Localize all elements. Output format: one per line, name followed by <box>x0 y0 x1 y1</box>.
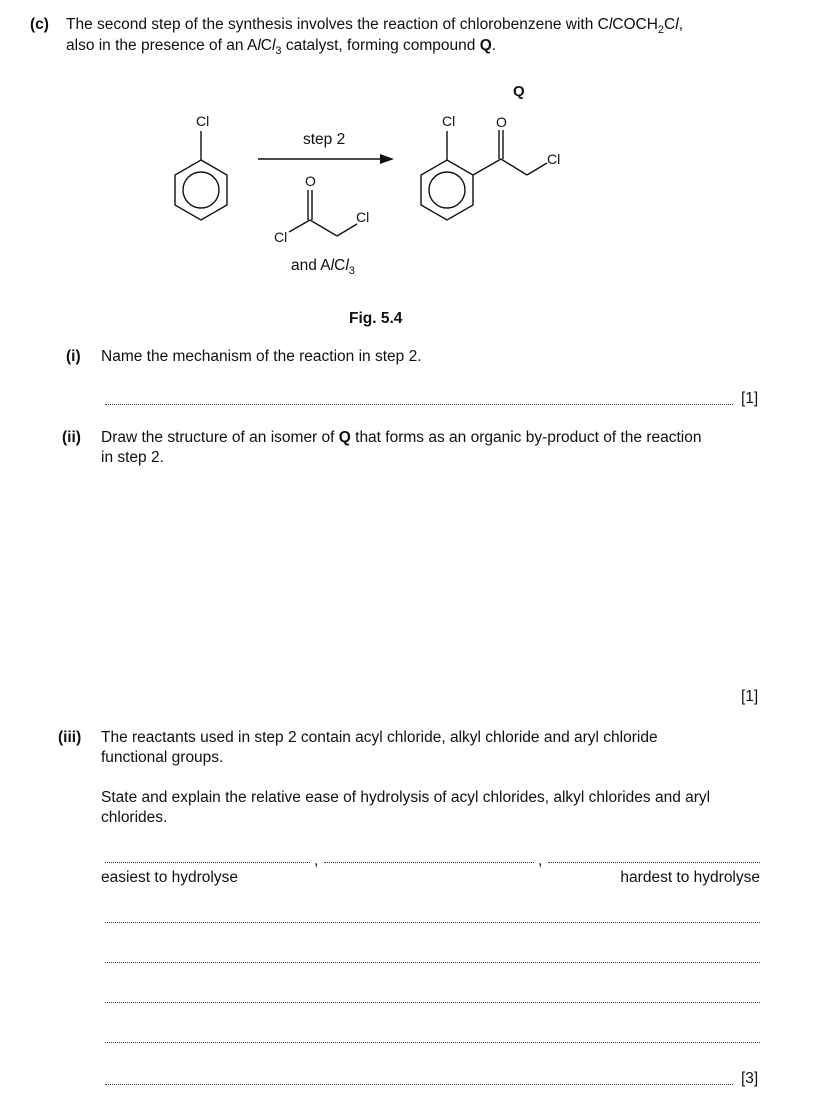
bond <box>337 224 357 236</box>
product-label-q: Q <box>513 83 525 100</box>
marks: [1] <box>741 390 759 407</box>
atom-cl: Cl <box>274 229 288 245</box>
question-text: functional groups. <box>101 749 224 766</box>
intro-text: C <box>260 37 272 54</box>
subscript: 3 <box>275 45 282 57</box>
bond <box>501 159 527 175</box>
reagent-text: l <box>345 257 349 274</box>
answer-blank-middle[interactable] <box>324 862 534 863</box>
marks: [3] <box>741 1070 759 1087</box>
atom-o: O <box>496 114 507 130</box>
reagent-text: and A <box>291 257 331 274</box>
answer-line[interactable] <box>105 1042 760 1043</box>
answer-line[interactable] <box>105 922 760 923</box>
bond <box>527 163 547 175</box>
intro-text: also in the presence of an A <box>66 37 258 54</box>
intro-text: l <box>608 16 613 33</box>
compound-q: Q <box>479 37 492 54</box>
answer-line[interactable] <box>105 404 733 405</box>
question-label: (ii) <box>62 429 81 446</box>
intro-text: catalyst, forming compound <box>281 37 480 54</box>
compound-q: Q <box>338 429 351 446</box>
drawing-area[interactable] <box>101 470 761 680</box>
separator: , <box>538 852 543 869</box>
aromatic-circle <box>183 172 219 208</box>
figure-caption: Fig. 5.4 <box>349 310 403 327</box>
atom-cl: Cl <box>547 151 561 167</box>
question-text: The reactants used in step 2 contain acyl chloride, alkyl chloride and aryl chloride <box>101 729 658 746</box>
intro-text: COCH <box>612 16 658 33</box>
easiest-label: easiest to hydrolyse <box>101 869 238 886</box>
subscript: 3 <box>348 265 355 277</box>
question-text: Name the mechanism of the reaction in step 2. <box>101 348 422 365</box>
hardest-label: hardest to hydrolyse <box>620 869 760 886</box>
question-label: (i) <box>66 348 81 365</box>
intro-text: l <box>675 16 679 33</box>
answer-blank-easiest[interactable] <box>105 862 310 863</box>
atom-cl: Cl <box>442 113 456 129</box>
reaction-scheme <box>0 0 832 300</box>
atom-cl: Cl <box>356 209 370 225</box>
bond <box>473 159 501 175</box>
question-text: State and explain the relative ease of hydrolysis of acyl chlorides, alkyl chlorides and aryl <box>101 789 711 806</box>
answer-line[interactable] <box>105 1002 760 1003</box>
intro-text: , <box>678 16 683 33</box>
question-text <box>101 429 702 447</box>
question-text: that forms as an organic by-product of the reaction <box>350 429 702 446</box>
question-text: Draw the structure of an isomer of <box>101 429 339 446</box>
answer-line[interactable] <box>105 962 760 963</box>
atom-cl: Cl <box>196 113 210 129</box>
answer-line[interactable] <box>105 1084 733 1085</box>
part-label: (c) <box>30 16 49 33</box>
question-text: chlorides. <box>101 809 168 826</box>
intro-text: . <box>491 37 497 54</box>
question-text: in step 2. <box>101 449 164 466</box>
reagent-text: C <box>334 257 346 274</box>
question-label: (iii) <box>58 729 82 746</box>
intro-text: l <box>271 37 276 54</box>
atom-o: O <box>305 173 316 189</box>
marks: [1] <box>741 688 759 705</box>
intro-text: C <box>664 16 676 33</box>
aromatic-circle <box>429 172 465 208</box>
answer-blank-hardest[interactable] <box>548 862 760 863</box>
subscript: 2 <box>657 24 665 36</box>
intro-text: l <box>257 37 261 54</box>
reagent-text: l <box>330 257 335 274</box>
intro-text: The second step of the synthesis involves the reaction of chlorobenzene with C <box>66 16 609 33</box>
bond <box>289 220 310 232</box>
arrow-head <box>380 154 394 164</box>
separator: , <box>314 852 319 869</box>
reagent-catalyst <box>291 257 355 275</box>
bond <box>310 220 337 236</box>
arrow-label: step 2 <box>303 131 346 148</box>
